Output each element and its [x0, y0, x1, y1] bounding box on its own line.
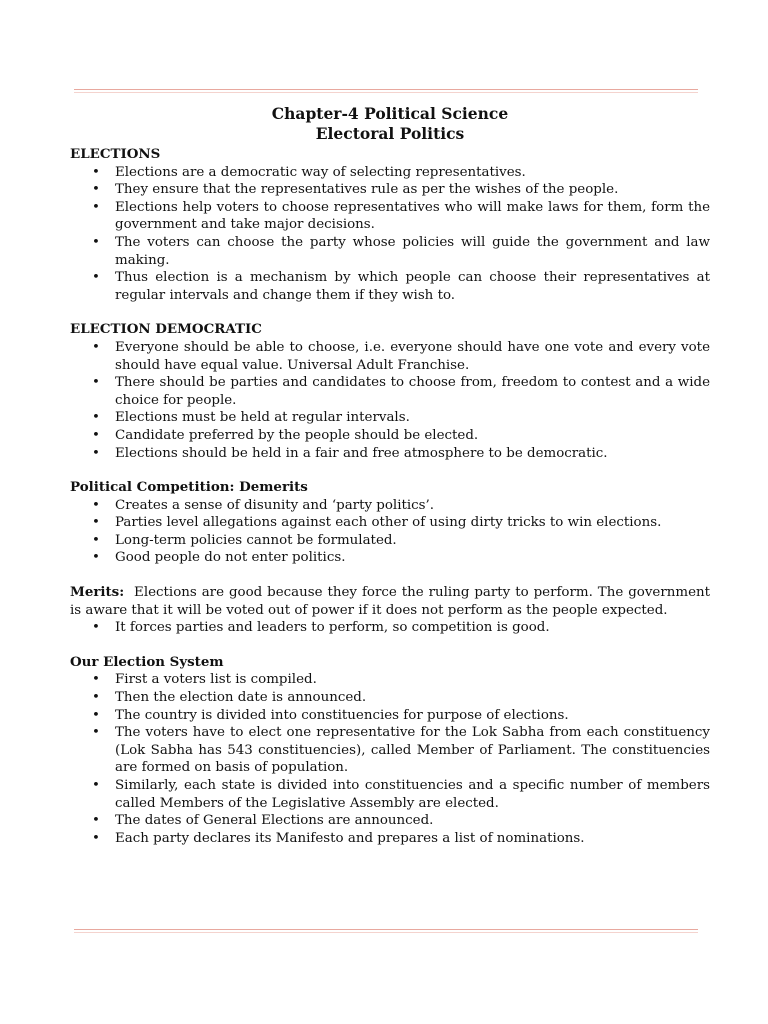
- list-item: • Long-term policies cannot be formulated.: [70, 532, 710, 550]
- list-item: • Everyone should be able to choose, i.e. everyone should have one vote and every vote should have equal value. Universal Adult Franchise.: [70, 339, 710, 374]
- chapter-title: Chapter-4 Political Science: [271, 104, 509, 123]
- bullet-list: [70, 339, 710, 462]
- section-election-system: [70, 654, 710, 848]
- header-rule: [74, 89, 698, 93]
- section-heading: ELECTIONS: [70, 146, 161, 162]
- bullet-list: [70, 619, 710, 637]
- bullet-list: [70, 164, 710, 305]
- list-item: • Elections should be held in a fair and free atmosphere to be democratic.: [70, 445, 710, 463]
- footer-rule: [74, 929, 698, 933]
- section-heading: Political Competition: Demerits: [70, 479, 308, 496]
- list-item: • Similarly, each state is divided into constituencies and a specific number of members called Members of the Legislative Assembly are elected.: [70, 777, 710, 812]
- list-item: • Then the election date is announced.: [70, 689, 710, 707]
- section-demerits: [70, 479, 710, 567]
- list-item: • The dates of General Elections are announced.: [70, 812, 710, 830]
- chapter-subtitle: Electoral Politics: [315, 123, 465, 143]
- document-body: [70, 104, 710, 864]
- section-election-democratic: [70, 321, 710, 462]
- list-item: • Parties level allegations against each other of using dirty tricks to win elections.: [70, 514, 710, 532]
- merits-text: Elections are good because they force the ruling party to perform. The government is aware that it will be voted out of power if it does not perform as the people expected.: [70, 585, 710, 618]
- section-heading: Our Election System: [70, 653, 224, 670]
- list-item: • Each party declares its Manifesto and prepares a list of nominations.: [70, 830, 710, 848]
- bullet-list: [70, 497, 710, 567]
- list-item: • Good people do not enter politics.: [70, 549, 710, 567]
- list-item: • First a voters list is compiled.: [70, 671, 710, 689]
- merits-paragraph: [70, 584, 710, 619]
- list-item: • The country is divided into constituencies for purpose of elections.: [70, 707, 710, 725]
- list-item: • Creates a sense of disunity and ‘party politics’.: [70, 497, 710, 515]
- section-heading: ELECTION DEMOCRATIC: [70, 321, 262, 338]
- list-item: • There should be parties and candidates to choose from, freedom to contest and a wide choice for people.: [70, 374, 710, 409]
- bullet-list: [70, 671, 710, 847]
- list-item: • Elections are a democratic way of selecting representatives.: [70, 164, 710, 182]
- list-item: • They ensure that the representatives rule as per the wishes of the people.: [70, 181, 710, 199]
- list-item: • The voters can choose the party whose policies will guide the government and law making.: [70, 234, 710, 269]
- section-merits: [70, 584, 710, 637]
- merits-label: Merits:: [70, 584, 125, 601]
- list-item: • Elections help voters to choose representatives who will make laws for them, form the government and take major decisions.: [70, 199, 710, 234]
- section-elections: [70, 146, 710, 304]
- list-item: • Candidate preferred by the people should be elected.: [70, 427, 710, 445]
- list-item: • Thus election is a mechanism by which people can choose their representatives at regular intervals and change them if they wish to.: [70, 269, 710, 304]
- list-item: • The voters have to elect one representative for the Lok Sabha from each constituency (Lok Sabha has 543 constituencies), called Member of Parliament. The constituencies are formed on basis of population.: [70, 724, 710, 777]
- list-item: • It forces parties and leaders to perform, so competition is good.: [70, 619, 710, 637]
- list-item: • Elections must be held at regular intervals.: [70, 409, 710, 427]
